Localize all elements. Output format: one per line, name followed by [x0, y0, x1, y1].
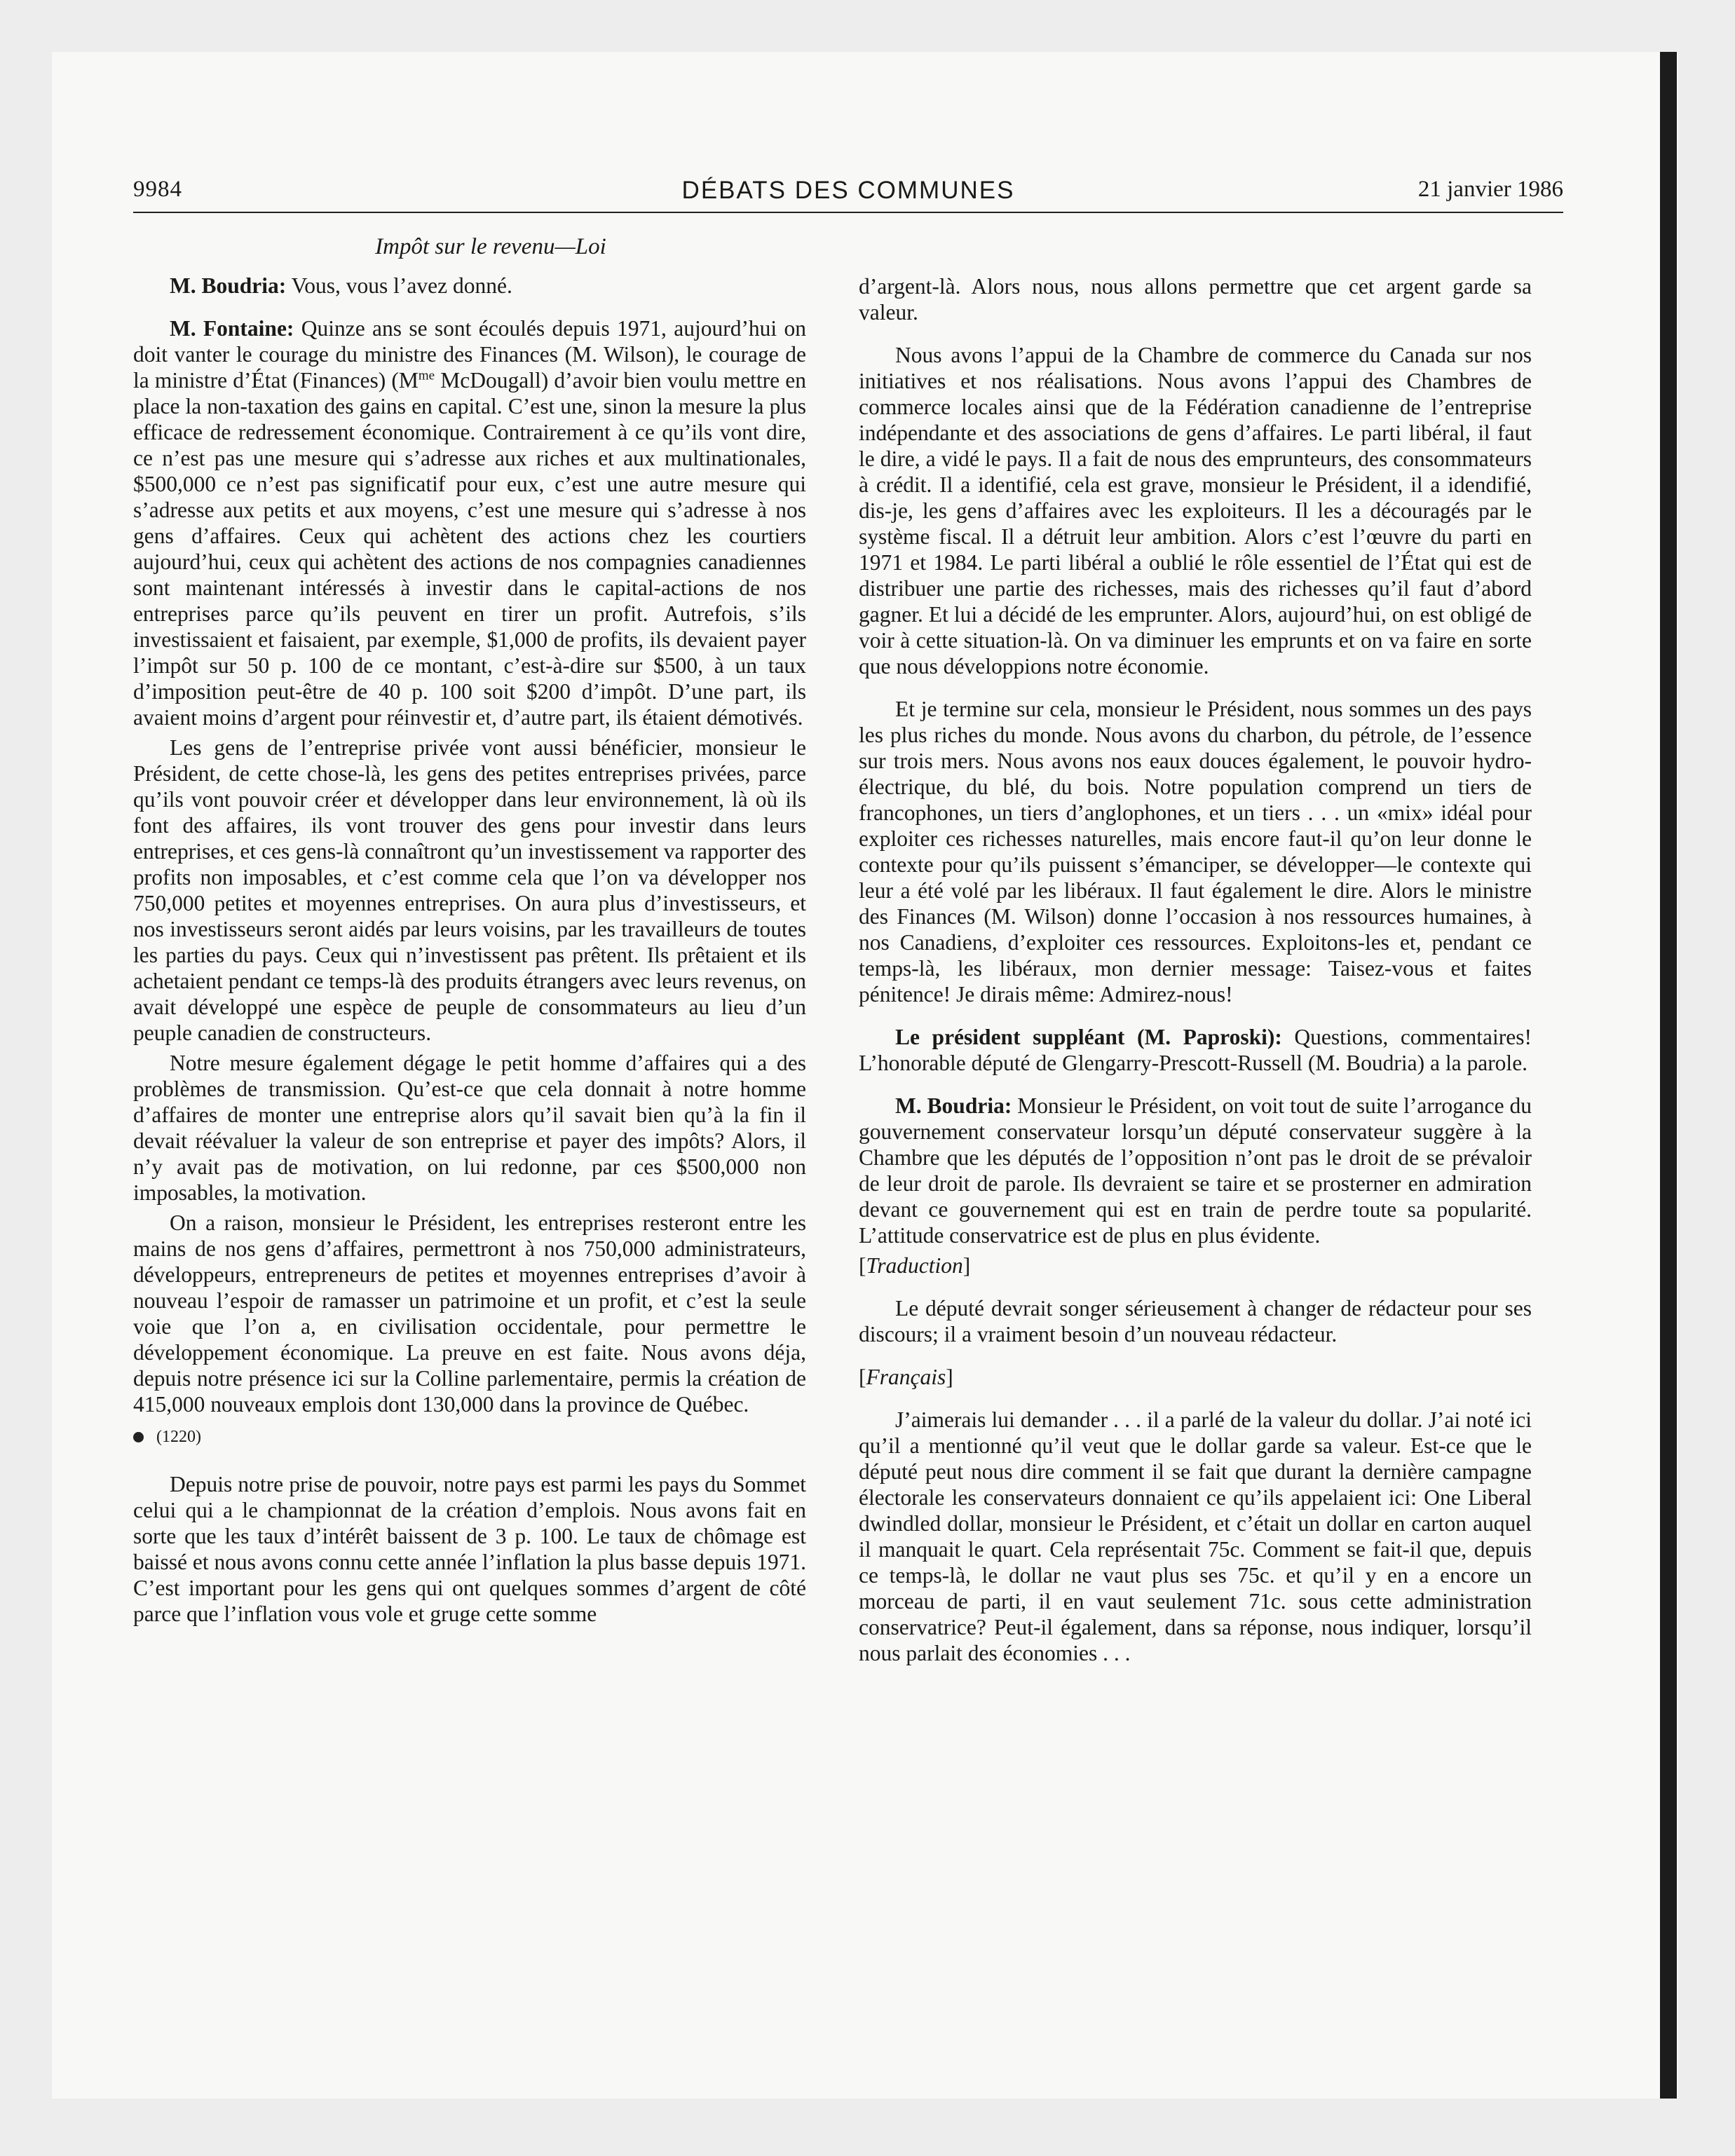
paragraph-dollar: J’aimerais lui demander . . . il a parlé de la valeur du dollar. J’ai noté ici qu’il a mentionné qu’il veut que le dollar garde sa valeur. Est-ce que le député peut nous dire comment il se fait que durant la dernière campagne électorale les conservateurs donnaient ce qu’ils appelaient ici: One Liberal dwindled dollar, monsieur le Président, et c’était un dollar en carton auquel il manquait le quart. Cela représentait 75c. Comment se fait-il que, depuis ce temps-là, le dollar ne vaut plus ses 75c. et qu’il y en a encore un morceau de parti, il en vaut seulement 71c. sous cette administration conservatrice? Peut-il également, dans sa réponse, nous indiquer, lorsqu’il nous parlait des économies . . . [859, 1407, 1532, 1665]
timestamp-text: (1220) [156, 1428, 201, 1446]
speaker-name: M. Boudria: [895, 1093, 1012, 1118]
paragraph-boudria-interjection [133, 273, 806, 299]
paragraph-argent: d’argent-là. Alors nous, nous allons permettre que cet argent garde sa valeur. [859, 274, 1532, 325]
paragraph-fontaine [133, 315, 806, 730]
page-number: 9984 [133, 177, 182, 202]
issue-date: 21 janvier 1986 [1417, 177, 1563, 202]
label-text: Traduction [866, 1253, 963, 1278]
paragraph-president [859, 1024, 1532, 1076]
paragraph-transmission: Notre mesure également dégage le petit homme d’affaires qui a des problèmes de transmission. Qu’est-ce que cela donnait à notre homme d’affaires de monter une entreprise alors qu’il savait bien qu’à la fin il devait réévaluer la valeur de son entreprise et payer des impôts? Alors, il n’y avait pas de motivation, on lui redonne, par ces $500,000 non imposables, la motivation. [133, 1051, 806, 1205]
running-head: Impôt sur le revenu—Loi [375, 234, 606, 259]
paragraph-appui: Nous avons l’appui de la Chambre de commerce du Canada sur nos initiatives et nos réalisations. Nous avons l’appui des Chambres de commerce locales ainsi que de la Fédération canadienne de l’entreprise indépendante et des associations de gens d’affaires. Le parti libéral, il faut le dire, a vidé le pays. Il a fait de nous des emprunteurs, des consommateurs à crédit. Il a identifié, cela est grave, monsieur le Président, il a idendifié, dis-je, les gens d’affaires avec les exploiteurs. Il les a découragés par le système fiscal. Il a détruit leur ambition. Alors c’est l’œuvre du parti en 1971 et 1984. Le parti libéral a oublié le rôle essentiel de l’État qui est de distribuer une partie des richesses, mais des richesses qu’il faut d’abord gagner. Et lui a décidé de les emprunter. Alors, aujourd’hui, on est obligé de voir à cette situation-là. On va diminuer les emprunts et on va faire en sorte que nous développions notre économie. [859, 343, 1532, 678]
speech-text: Questions, commentaires! L’honorable député de Glengarry-Prescott-Russell (M. Boudria) a la parole. [859, 1025, 1532, 1075]
paragraph-raison: On a raison, monsieur le Président, les entreprises resteront entre les mains de nos gens d’affaires, permettront à nos 750,000 administrateurs, développeurs, entrepreneurs de petites et moyennes entreprises d’avoir à nouveau l’espoir de ramasser un patrimoine et un profit, et c’est la seule voie que l’on a, en civilisation occidentale, pour permettre le développement économique. La preuve en est faite. Nous avons déja, depuis notre présence ici sur la Colline parlementaire, permis la création de 415,000 nouveaux emplois dont 130,000 dans la province de Québec. [133, 1210, 806, 1417]
timestamp-marker [133, 1424, 806, 1450]
speech-text: Monsieur le Président, on voit tout de suite l’arrogance du gouvernement conservateur lorsqu’un député conservateur suggère à la Chambre que les députés de l’opposition n’ont pas le droit de se prévaloir de leur droit de parole. Ils devraient se taire et se prosterner en admiration devant ce gouvernement qui est en train de perdre toute sa popularité. L’attitude conservatrice est de plus en plus évidente. [859, 1093, 1532, 1248]
label-text: Français [866, 1365, 946, 1389]
page-header [133, 177, 1563, 213]
speaker-name: M. Boudria: [170, 273, 287, 298]
translation-label: [Traduction] [859, 1253, 971, 1278]
paragraph-boudria [859, 1093, 1532, 1248]
speech-text: McDougall) d’avoir bien voulu mettre en place la non-taxation des gains en capital. C’est une, sinon la mesure la plus efficace de redressement économique. Contrairement à ce qu’ils vont dire, ce n’est pas une mesure qui s’adresse aux riches et aux multinationales, $500,000 ce n’est pas significatif pour eux, c’est une autre mesure qui s’adresse aux petits et aux moyens, c’est une mesure qui s’adresse à nos gens d’affaires. Ceux qui achètent des actions chez les courtiers aujourd’hui, ceux qui achètent des actions de nos compagnies canadiennes sont maintenant intéressés à investir dans le capital-actions de nos entreprises parce qu’ils peuvent en tirer un profit. Autrefois, s’ils investissaient et faisaient, par exemple, $1,000 de profits, ils devaient payer l’impôt sur 50 p. 100 de ce montant, c’est-à-dire sur $500, à un taux d’imposition peut-être de 40 p. 100 soit $200 d’impôt. D’une part, ils avaient moins d’argent pour réinvestir et, d’autre part, ils étaient démotivés. [133, 368, 807, 730]
journal-title: DÉBATS DES COMMUNES [681, 177, 1015, 204]
speech-text: Vous, vous l’avez donné. [291, 273, 512, 298]
paragraph-entreprise: Les gens de l’entreprise privée vont aussi bénéficier, monsieur le Président, de cette chose-là, les gens des petites entreprises privées, parce qu’ils vont pouvoir créer et développer dans leur environnement, là où ils font des affaires, ils vont trouver des gens pour investir dans leurs entreprises, et ces gens-là connaîtront qu’un investissement va rapporter des profits non imposables, et c’est comme cela que l’on va développer nos 750,000 petites et moyennes entreprises. On aura plus d’investisseurs, et nos investisseurs seront aidés par leurs voisins, par les travailleurs de toutes les parties du pays. Ceux qui n’investissent pas prêtent. Ils prêtaient et ils achetaient pendant ce temps-là des produits étrangers avec leurs revenus, on avait développé une espèce de peuple de consommateurs au lieu d’un peuple canadien de constructeurs. [133, 735, 806, 1045]
paragraph-termine: Et je termine sur cela, monsieur le Président, nous sommes un des pays les plus riches du monde. Nous avons du charbon, du pétrole, de l’essence sur trois mers. Nous avons nos eaux douces également, le pouvoir hydro-électrique, du blé, du bois. Notre population comprend un tiers de francophones, un tiers d’anglophones, et un tiers . . . un «mix» idéal pour exploiter ces richesses naturelles, mais encore faut-il qu’on leur donne le contexte pour qu’ils puissent s’émanciper, se développer—le contexte qui leur a été volé par les libéraux. Il faut également le dire. Alors le ministre des Finances (M. Wilson) donne l’occasion à nos ressources humaines, à nos Canadiens, d’exploiter ces ressources. Exploitons-les et, pendant ce temps-là, les libéraux, mon dernier message: Taisez-vous et faites pénitence! Je dirais même: Admirez-nous! [859, 697, 1532, 1007]
superscript: me [418, 368, 435, 383]
scan-edge-bar [1660, 52, 1677, 2099]
paragraph-redacteur: Le député devrait songer sérieusement à changer de rédacteur pour ses discours; il a vraiment besoin d’un nouveau rédacteur. [859, 1296, 1532, 1346]
speaker-name: M. Fontaine: [170, 316, 294, 341]
paragraph-pouvoir: Depuis notre prise de pouvoir, notre pays est parmi les pays du Sommet celui qui a le championnat de la création d’emplois. Nous avons fait en sorte que les taux d’intérêt baissent de 3 p. 100. Le taux de chômage est baissé et nous avons connu cette année l’inflation la plus basse depuis 1971. C’est important pour les gens qui ont quelques sommes d’argent de côté parce que l’inflation vous vole et gruge cette somme [133, 1472, 806, 1626]
bullet-icon [133, 1432, 144, 1442]
french-label: [Français] [859, 1365, 953, 1389]
right-column [859, 273, 1532, 1683]
speaker-name: Le président suppléant (M. Paproski): [895, 1025, 1282, 1049]
speech-text: Quinze ans se sont écoulés depuis 1971, aujourd’hui on doit vanter le courage du ministre des Finances (M. Wilson), le courage de la ministre d’État (Finances) (M [133, 316, 806, 393]
left-column [133, 234, 806, 1644]
